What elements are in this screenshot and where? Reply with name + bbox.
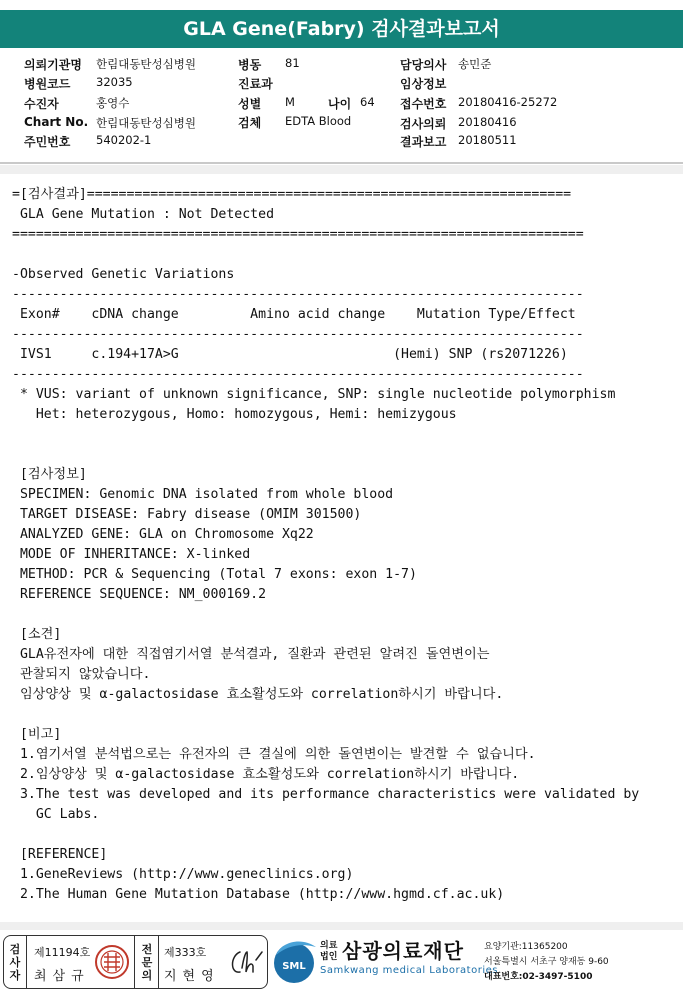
info-label: 병동 [238, 58, 262, 72]
seal-stamp-icon [94, 944, 130, 980]
text-line: ANALYZED GENE: GLA on Chromosome Xq22 [12, 527, 314, 542]
text-line: ------------------------------------------------------------------------ [12, 327, 584, 342]
info-label: Chart No. [24, 115, 89, 129]
info-value: 홍영수 [96, 96, 130, 110]
text-line: 관찰되지 않았습니다. [12, 667, 151, 682]
divider [0, 922, 683, 930]
text-line: IVS1 c.194+17A>G (Hemi) SNP (rs2071226) [12, 347, 568, 362]
patient-info-section [0, 50, 683, 160]
divider [134, 936, 135, 988]
examiner-label-text: 검사자 [9, 943, 21, 982]
info-label: 진료과 [238, 77, 273, 91]
specialist-label [137, 943, 157, 982]
text-line: GLA유전자에 대한 직접염기서열 분석결과, 질환과 관련된 알려진 돌연변이는 [12, 647, 490, 662]
info-value: 20180511 [458, 133, 517, 147]
text-line: METHOD: PCR & Sequencing (Total 7 exons: exon 1-7) [12, 567, 417, 582]
info-value: EDTA Blood [285, 114, 352, 128]
text-line: GC Labs. [12, 807, 100, 822]
info-label: 나이 [328, 97, 352, 111]
examiner-label [5, 943, 25, 982]
text-line: Exon# cDNA change Amino acid change Mutation Type/Effect [12, 307, 576, 322]
text-line: 임상양상 및 α-galactosidase 효소활성도와 correlation하시기 바랍니다. [12, 687, 504, 702]
text-line: [검사정보] [12, 467, 87, 482]
info-value: 32035 [96, 75, 133, 89]
institution-address: 서울특별시 서초구 양재동 9-60 [484, 957, 609, 967]
info-value: 540202-1 [96, 133, 152, 147]
logo-text: SML [282, 961, 306, 972]
text-line: 3.The test was developed and its performance characteristics were validated by [12, 787, 640, 802]
institution-logo [272, 935, 682, 989]
text-line: Het: heterozygous, Homo: homozygous, Hemi: hemizygous [12, 407, 457, 422]
text-line: GLA Gene Mutation : Not Detected [12, 207, 275, 222]
text-line: * VUS: variant of unknown significance, SNP: single nucleotide polymorphism [12, 387, 616, 402]
info-label: 임상정보 [400, 77, 447, 91]
specialist-name: 지현영 [164, 969, 220, 984]
info-label: 검사의뢰 [400, 117, 447, 131]
specialist-label-text: 전문의 [141, 943, 153, 982]
text-line: REFERENCE SEQUENCE: NM_000169.2 [12, 587, 267, 602]
info-label: 검체 [238, 116, 262, 130]
text-line: ------------------------------------------------------------------------ [12, 287, 584, 302]
divider [26, 936, 27, 988]
info-label: 병원코드 [24, 77, 71, 91]
institution-name: 삼광의료재단 [342, 939, 464, 963]
info-value: M [285, 95, 295, 109]
info-value: 송민준 [458, 57, 492, 71]
text-line: 2.The Human Gene Mutation Database (http://www.hgmd.cf.ac.uk) [12, 887, 505, 902]
institution-english-name: Samkwang medical Laboratories [320, 965, 498, 976]
divider [0, 162, 683, 164]
text-line: ------------------------------------------------------------------------ [12, 367, 584, 382]
specialist-license-no: 제333호 [164, 946, 207, 959]
info-label: 결과보고 [400, 135, 447, 149]
text-line: 1.염기서열 분석법으로는 유전자의 큰 결실에 의한 돌연변이는 발견할 수 없습니다. [12, 747, 536, 762]
text-line: 1.GeneReviews (http://www.geneclinics.org) [12, 867, 354, 882]
signature-box [3, 935, 268, 989]
corp-label [320, 941, 337, 963]
examiner-license-no: 제11194호 [34, 946, 91, 959]
info-value: 64 [360, 95, 375, 109]
info-label: 주민번호 [24, 135, 71, 149]
info-value: 20180416 [458, 115, 517, 129]
divider [158, 936, 159, 988]
info-label: 의뢰기관명 [24, 58, 82, 72]
text-line: [REFERENCE] [12, 847, 108, 862]
info-value: 20180416-25272 [458, 95, 558, 109]
text-line: MODE OF INHERITANCE: X-linked [12, 547, 251, 562]
corp-label-line: 의료 [320, 941, 338, 951]
info-label: 담당의사 [400, 58, 447, 72]
examiner-name: 최삼규 [34, 969, 90, 984]
report-title: GLA Gene(Fabry) 검사결과보고서 [0, 10, 683, 48]
text-line: SPECIMEN: Genomic DNA isolated from whole blood [12, 487, 394, 502]
text-line: [소견] [12, 627, 62, 642]
sml-logo-icon [272, 935, 320, 987]
text-line: 2.임상양상 및 α-galactosidase 효소활성도와 correlation하시기 바랍니다. [12, 767, 520, 782]
info-label: 성별 [238, 97, 262, 111]
text-line: [비고] [12, 727, 62, 742]
signature-icon [226, 946, 264, 980]
text-line: TARGET DISEASE: Fabry disease (OMIM 301500) [12, 507, 362, 522]
info-value: 한림대동탄성심병원 [96, 57, 196, 71]
text-line: =[검사결과]============================================================= [12, 187, 572, 202]
info-label: 수진자 [24, 97, 59, 111]
institution-phone: 대표번호:02-3497-5100 [484, 972, 593, 982]
info-value: 한림대동탄성심병원 [96, 116, 196, 130]
divider [0, 165, 683, 174]
text-line: -Observed Genetic Variations [12, 267, 235, 282]
corp-label-line: 법인 [320, 952, 338, 962]
text-line: ======================================================================== [12, 227, 584, 242]
institution-code: 요양기관:11365200 [484, 942, 568, 952]
info-label: 접수번호 [400, 97, 447, 111]
info-value: 81 [285, 56, 300, 70]
